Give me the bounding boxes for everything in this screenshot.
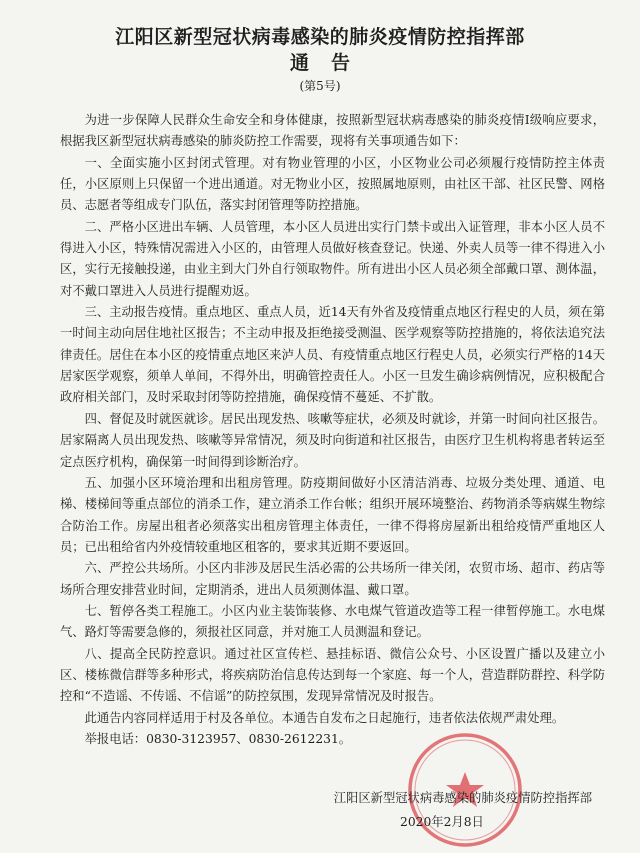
item-3-paragraph: 三、主动报告疫情。重点地区、重点人员，近14天有外省及疫情重点地区行程史的人员，须在第一时间主动向居住地社区报告；不主动申报及拒绝接受测温、医学观察等防控措施的，将依法追究法律责任。居住在本小区的疫情重点地区来泸人员、有疫情重点地区行程史人员，必须实行严格的14天居家医学观察，须单人单间，不得外出，明确管控责任人。小区一旦发生确诊病例情况，应积极配合政府相关部门，及时采取封闭等防控措施，确保疫情不蔓延、不扩散。 [60, 305, 605, 405]
doc-number: (第5号) [299, 79, 341, 93]
hotline-paragraph: 举报电话：0830-3123957、0830-2612231。 [84, 731, 352, 746]
issue-date: 2020年2月8日 [400, 815, 484, 829]
scope-paragraph: 此通告内容同样适用于村及各单位。本通告自发布之日起施行，违者依法依规严肃处理。 [84, 710, 565, 725]
signature-line: 江阳区新型冠状病毒感染的肺炎疫情防控指挥部 [333, 791, 592, 805]
item-8-paragraph: 八、提高全民防控意识。通过社区宣传栏、悬挂标语、微信公众号、小区设置广播以及建立小区、楼栋微信群等多种形式，将疾病防治信息传达到每一个家庭、每一个人，营造群防群控、科学防控和“不造谣、不传谣、不信谣”的防控氛围，发现异常情况及时报告。 [60, 646, 605, 704]
notice-body [60, 110, 605, 750]
item-5-paragraph: 五、加强小区环境治理和出租房管理。防疫期间做好小区清洁消毒、垃圾分类处理、通道、电梯、楼梯间等重点部位的消杀工作，建立消杀工作台帐；组织开展环境整治、药物消杀等病媒生物综合防治工作。房屋出租者必须落实出租房管理主体责任，一律不得将房屋新出租给疫情严重地区人员；已出租给省内外疫情较重地区租客的，要求其近期不要返回。 [60, 475, 605, 554]
org-title: 江阳区新型冠状病毒感染的肺炎疫情防控指挥部 [115, 26, 525, 48]
item-7-paragraph: 七、暂停各类工程施工。小区内业主装饰装修、水电煤气管道改造等工程一律暂停施工。水电煤气、路灯等需要急修的，须报社区同意，并对施工人员测温和登记。 [60, 603, 605, 640]
doc-type-heading: 通告 [289, 52, 372, 74]
intro-paragraph: 为进一步保障人民群众生命安全和身体健康，按照新型冠状病毒感染的肺炎疫情Ⅰ级响应要求，根据我区新型冠状病毒感染的肺炎防控工作需要，现将有关事项通告如下： [60, 113, 605, 149]
item-1-paragraph: 一、全面实施小区封闭式管理。对有物业管理的小区，小区物业公司必须履行疫情防控主体责任，小区原则上只保留一个进出通道。对无物业小区，按照属地原则，由社区干部、社区民警、网格员、志愿者等组成专门队伍，落实封闭管理等防控措施。 [60, 155, 605, 213]
item-4-paragraph: 四、督促及时就医就诊。居民出现发热、咳嗽等症状，必须及时就诊，并第一时间向社区报告。居家隔离人员出现发热、咳嗽等异常情况，须及时向街道和社区报告，由医疗卫生机构将患者转运至定点医疗机构，确保第一时间得到诊断治疗。 [60, 411, 605, 469]
item-6-paragraph: 六、严控公共场所。小区内非涉及居民生活必需的公共场所一律关闭，农贸市场、超市、药店等场所合理安排营业时间，定期消杀，进出人员须测体温、戴口罩。 [60, 561, 605, 597]
item-2-paragraph: 二、严格小区进出车辆、人员管理，本小区人员进出实行门禁卡或出入证管理，非本小区人员不得进入小区，特殊情况需进入小区的，由管理人员做好核查登记。快递、外卖人员等一律不得进入小区，实行无接触投递，由业主到大门外自行领取物件。所有进出小区人员必须全部戴口罩、测体温，对不戴口罩进入人员进行提醒劝返。 [60, 219, 605, 298]
